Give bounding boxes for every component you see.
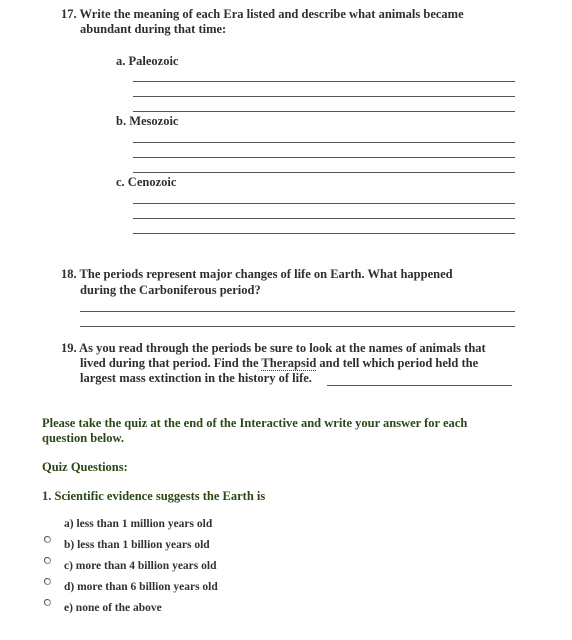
option-d-label: d) more than 6 billion years old xyxy=(64,581,218,593)
answer-line xyxy=(133,233,515,234)
quiz-intro-line2: question below. xyxy=(42,431,124,445)
q18-text-line1: 18. The periods represent major changes of life on Earth. What happened xyxy=(61,267,453,281)
answer-line xyxy=(133,218,515,219)
answer-line xyxy=(133,96,515,97)
quiz-question-1: 1. Scientific evidence suggests the Earth is xyxy=(42,489,266,503)
quiz-heading: Quiz Questions: xyxy=(42,460,128,474)
answer-blank xyxy=(327,385,512,386)
answer-line xyxy=(133,81,515,82)
option-c-label: c) more than 4 billion years old xyxy=(64,560,217,572)
q19-text-line1: 19. As you read through the periods be sure to look at the names of animals that xyxy=(61,341,486,355)
q19-line2-end: and tell which period held the xyxy=(319,356,479,370)
option-a-label: a) less than 1 million years old xyxy=(64,518,213,530)
q19-therapsid-word: Therapsid xyxy=(261,356,317,370)
answer-line xyxy=(133,111,515,112)
answer-line xyxy=(133,203,515,204)
option-e-label: e) none of the above xyxy=(64,602,162,614)
radio-option-c[interactable] xyxy=(44,557,51,564)
option-b-label: b) less than 1 billion years old xyxy=(64,539,210,551)
answer-line xyxy=(133,172,515,173)
q17-text-line1: 17. Write the meaning of each Era listed and describe what animals became xyxy=(61,7,464,21)
q17-item-paleozoic: a. Paleozoic xyxy=(116,54,179,68)
radio-option-d[interactable] xyxy=(44,578,51,585)
answer-line xyxy=(80,311,515,312)
answer-line xyxy=(133,157,515,158)
quiz-intro-line1: Please take the quiz at the end of the Interactive and write your answer for each xyxy=(42,416,468,430)
q17-text-line2: abundant during that time: xyxy=(80,22,227,36)
q19-text-line3: largest mass extinction in the history of life. xyxy=(80,371,312,385)
q17-item-cenozoic: c. Cenozoic xyxy=(116,175,177,189)
q17-item-mesozoic: b. Mesozoic xyxy=(116,114,179,128)
radio-option-b[interactable] xyxy=(44,536,51,543)
q18-text-line2: during the Carboniferous period? xyxy=(80,283,261,297)
answer-line xyxy=(133,142,515,143)
q19-line2-start: lived during that period. Find the xyxy=(80,356,259,370)
answer-line xyxy=(80,326,515,327)
q19-text-line2 xyxy=(80,356,478,371)
radio-option-e[interactable] xyxy=(44,599,51,606)
